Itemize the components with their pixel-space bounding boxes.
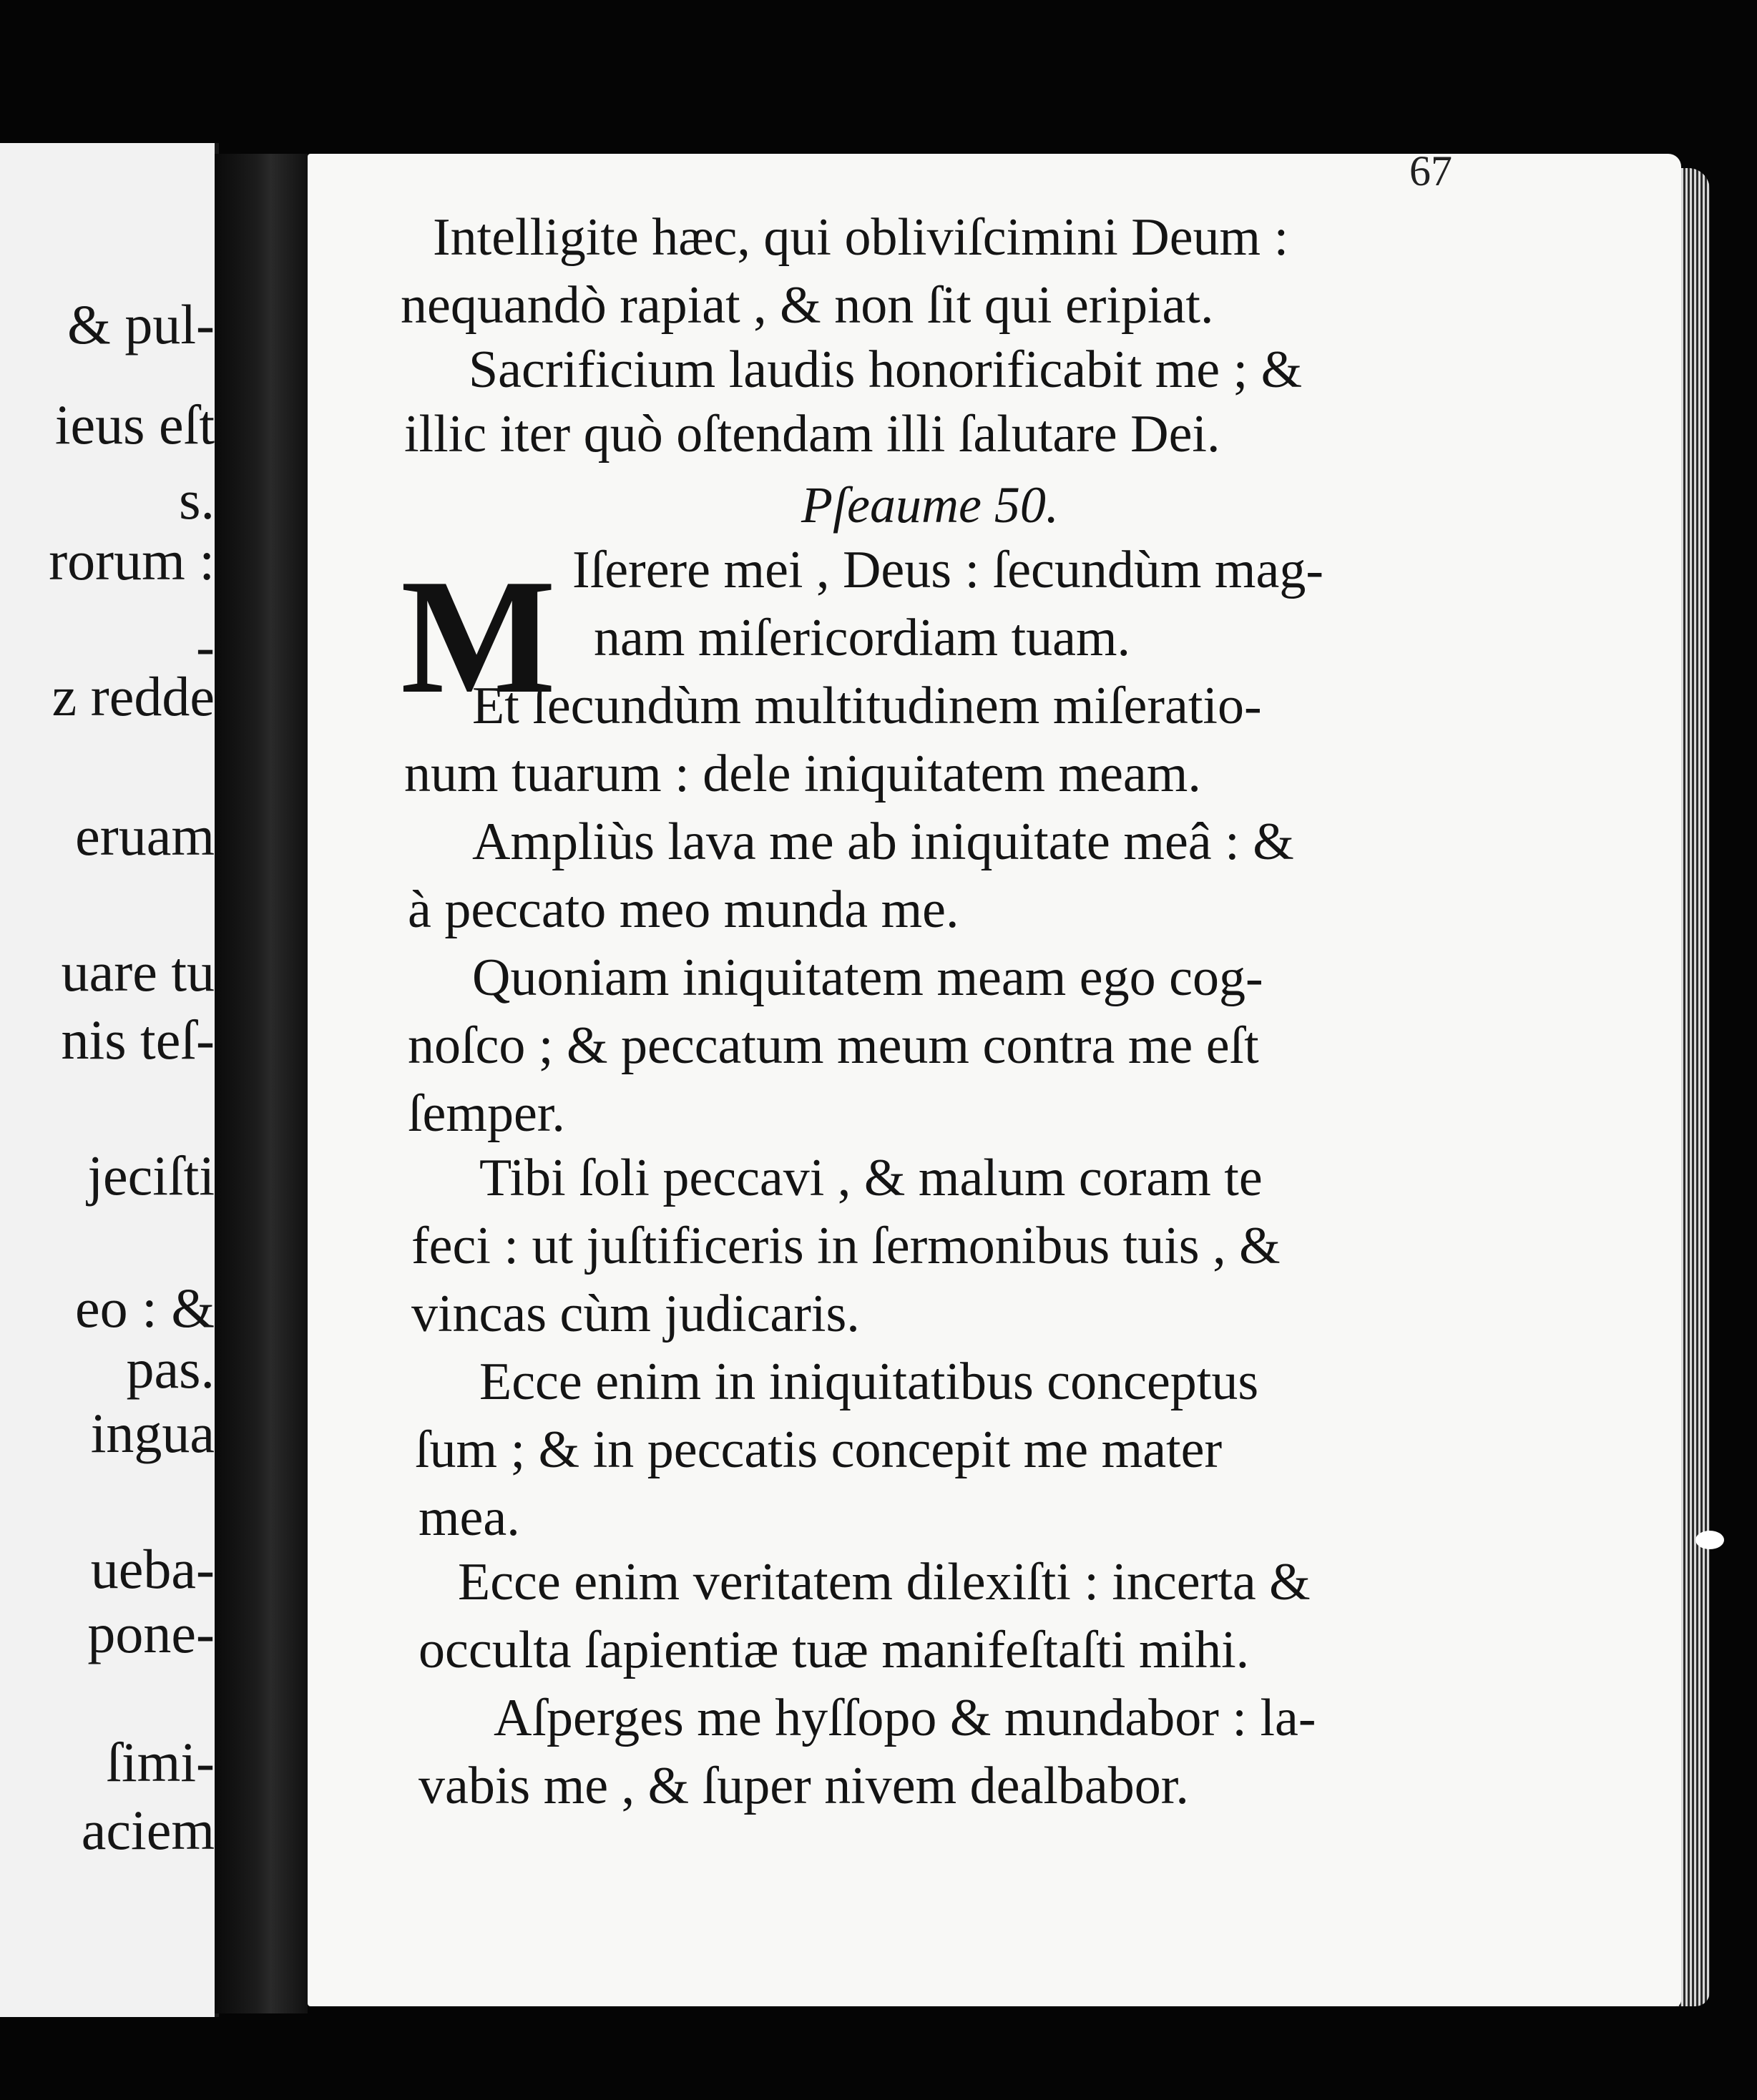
text-line: Aſperges me hyſſopo & mundabor : la- bbox=[494, 1689, 1316, 1747]
left-line: ueba- bbox=[90, 1538, 215, 1600]
text-line: Tibi ſoli peccavi , & malum coram te bbox=[479, 1149, 1263, 1207]
text-line: noſco ; & peccatum meum contra me eſt bbox=[408, 1016, 1259, 1075]
left-line: nis teſ- bbox=[61, 1009, 215, 1071]
text-line: Intelligite hæc, qui obliviſcimini Deum : bbox=[433, 208, 1289, 267]
text-line: ſemper. bbox=[408, 1084, 565, 1143]
text-line: Iſerere mei , Deus : ſecundùm mag- bbox=[572, 541, 1323, 599]
left-line: ſimi- bbox=[106, 1731, 215, 1793]
text-line: illic iter quò oſtendam illi ſalutare Dei. bbox=[404, 405, 1220, 463]
left-line: aciem bbox=[81, 1799, 215, 1861]
text-line: à peccato meo munda me. bbox=[408, 880, 959, 939]
text-line: ſum ; & in peccatis concepit me mater bbox=[415, 1421, 1223, 1479]
folio-number: 67 bbox=[1409, 147, 1452, 195]
left-line: pas. bbox=[126, 1338, 215, 1400]
psalm-title: Pſeaume 50. bbox=[801, 476, 1059, 534]
left-line: & pul- bbox=[67, 293, 215, 355]
left-line: - bbox=[196, 615, 215, 677]
left-line: jeciſti bbox=[87, 1144, 215, 1207]
text-line: feci : ut juſtificeris in ſermonibus tuis , & bbox=[411, 1217, 1281, 1275]
previous-page-fragment bbox=[0, 143, 219, 2017]
text-line: occulta ſapientiæ tuæ manifeſtaſti mihi. bbox=[419, 1621, 1250, 1679]
left-line: uare tu bbox=[61, 941, 215, 1003]
text-line: Et ſecundùm multitudinem miſeratio- bbox=[472, 677, 1262, 735]
left-line: eruam bbox=[75, 805, 215, 867]
text-line: Ecce enim veritatem dilexiſti : incerta & bbox=[458, 1553, 1311, 1611]
left-line: ieus eſt bbox=[54, 393, 215, 456]
scan-speck bbox=[1695, 1531, 1724, 1549]
text-line: Sacrificium laudis honorificabit me ; & bbox=[469, 340, 1303, 399]
text-line: Quoniam iniquitatem meam ego cog- bbox=[472, 948, 1263, 1007]
drop-cap: M bbox=[401, 545, 557, 727]
text-line: Ecce enim in iniquitatibus conceptus bbox=[479, 1353, 1259, 1411]
left-line: rorum : bbox=[49, 529, 215, 592]
left-line: ingua bbox=[90, 1402, 215, 1464]
left-line: s. bbox=[179, 468, 215, 531]
text-line: vabis me , & ſuper nivem dealbabor. bbox=[419, 1757, 1189, 1815]
left-line: eo : & bbox=[75, 1277, 215, 1339]
text-line: vincas cùm judicaris. bbox=[411, 1285, 860, 1343]
text-line: Ampliùs lava me ab iniquitate meâ : & bbox=[472, 813, 1294, 871]
text-line: mea. bbox=[419, 1488, 520, 1547]
left-line: pone- bbox=[87, 1602, 215, 1664]
text-line: nam miſericordiam tuam. bbox=[594, 609, 1131, 667]
text-line: num tuarum : dele iniquitatem meam. bbox=[404, 745, 1201, 803]
book-gutter bbox=[215, 154, 308, 2013]
left-line: z redde bbox=[52, 665, 215, 727]
text-line: nequandò rapiat , & non ſit qui eripiat. bbox=[401, 276, 1214, 335]
